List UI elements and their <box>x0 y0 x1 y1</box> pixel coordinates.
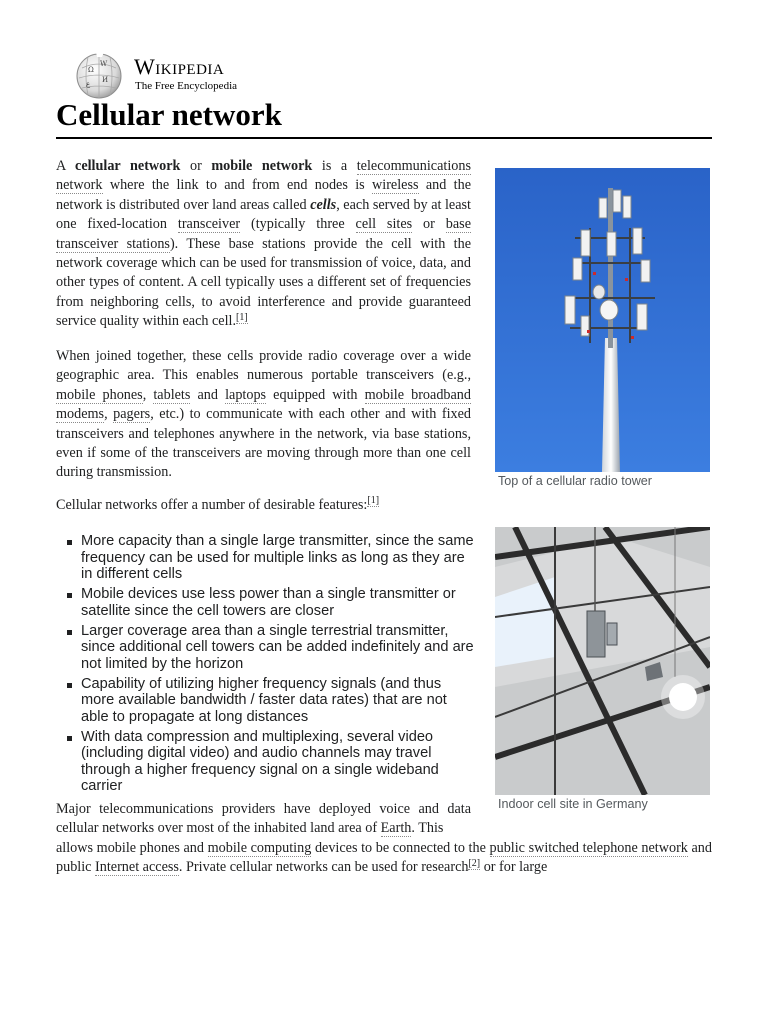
intro-text-7: (typically three <box>240 216 356 233</box>
wikipedia-globe-icon <box>74 52 124 100</box>
paragraph-features-intro <box>56 496 471 515</box>
figure-caption-tower: Top of a cellular radio tower <box>498 474 653 488</box>
reference-1-link[interactable]: [1] <box>236 311 248 323</box>
p4-text-4: and public <box>56 840 712 876</box>
list-item: With data compression and multiplexing, several video (including digital video) and audio channels may travel through a higher frequency signal on a single wideband carrier <box>56 729 474 795</box>
p2-text-6: , etc.) to communicate with each other and with fixed transceivers and telephones anywhere in the network, via base stations, even if some of the transceivers are moving through more than one cell during transmission. <box>56 406 471 481</box>
reference-2-link[interactable]: [2] <box>468 857 481 869</box>
svg-text:W: W <box>100 60 108 68</box>
paragraph-coverage <box>56 347 471 483</box>
intro-paragraph <box>56 157 471 332</box>
list-item: Capability of utilizing higher frequency signals (and thus more available bandwidth / faster data rates) that are not able to propagate at long distances <box>56 676 474 726</box>
intro-text-6: , each served by at least one fixed-location <box>56 196 471 233</box>
wikipedia-wordmark: Wikipedia <box>134 54 225 79</box>
link-laptops[interactable]: laptops <box>225 386 267 403</box>
list-item: Larger coverage area than a single terrestrial transmitter, since additional cell towers can be added indefinitely and are not limited by the horizon <box>56 623 474 673</box>
svg-text:И: И <box>102 76 109 84</box>
intro-text-8: or <box>412 216 446 233</box>
page-title: Cellular network <box>56 96 712 139</box>
p2-text-2: , <box>142 386 154 403</box>
p2-text-5: , <box>104 406 114 423</box>
p4-text-6: or for large <box>480 859 548 876</box>
link-earth[interactable]: Earth <box>380 820 412 837</box>
link-public-switched-telephone-network[interactable]: public switched telephone network <box>489 840 688 856</box>
link-wireless[interactable]: wireless <box>372 177 419 194</box>
list-item: Mobile devices use less power than a single transmitter or satellite since the cell towers are closer <box>56 586 474 619</box>
features-list <box>56 533 474 798</box>
intro-text-1: A <box>56 158 76 174</box>
paragraph-providers-continued <box>56 839 712 878</box>
term-cellular-network: cellular network <box>75 158 181 174</box>
term-mobile-network: mobile network <box>211 158 313 174</box>
link-mobile-broadband-modems[interactable]: mobile broadband modems <box>56 386 471 423</box>
link-internet-access[interactable]: Internet access <box>95 859 179 876</box>
link-pagers[interactable]: pagers <box>113 406 151 423</box>
term-cells: cells <box>310 196 337 213</box>
svg-text:ع: ع <box>86 80 91 88</box>
link-transceiver[interactable]: transceiver <box>177 216 241 233</box>
p2-text-4: equipped with <box>266 386 365 403</box>
cell-tower-image[interactable] <box>495 168 710 472</box>
features-intro-text: Cellular networks offer a number of desirable features: <box>56 497 368 513</box>
p2-text-1: When joined together, these cells provide radio coverage over a wide geographic area. This enables numerous portable transceivers (e.g., <box>56 348 471 384</box>
p4-text-3: devices to be connected to the <box>311 840 490 856</box>
reference-1-link-2[interactable]: [1] <box>367 495 380 507</box>
indoor-cell-site-image[interactable] <box>495 527 710 795</box>
link-mobile-computing[interactable]: mobile computing <box>207 840 312 856</box>
link-tablets[interactable]: tablets <box>153 386 191 403</box>
intro-text-3: is a <box>312 158 357 174</box>
paragraph-providers <box>56 800 471 839</box>
p4-text-5: . Private cellular networks can be used for research <box>178 859 469 876</box>
svg-text:Ω: Ω <box>88 66 94 74</box>
wikipedia-logo[interactable] <box>74 52 314 102</box>
p4-text-2b: allows mobile phones and <box>56 840 208 856</box>
p4-text-1: Major telecommunications providers have deployed voice and data cellular networks over most of the inhabited land area of <box>56 801 471 837</box>
link-mobile-phones[interactable]: mobile phones <box>56 386 143 403</box>
p4-text-2a: . This <box>411 820 444 837</box>
link-cell-sites[interactable]: cell sites <box>355 216 413 233</box>
link-base-transceiver-stations[interactable]: base transceiver stations <box>56 216 471 252</box>
intro-text-4: where the link to and from end nodes is <box>102 177 373 194</box>
intro-text-5: and the network is distributed over land areas called <box>56 177 471 213</box>
list-item: More capacity than a single large transmitter, since the same frequency can be used for multiple links as long as they are in different cells <box>56 533 474 583</box>
figure-caption-indoor: Indoor cell site in Germany <box>498 797 648 811</box>
intro-text-2: or <box>180 158 212 174</box>
link-telecommunications-network[interactable]: telecommunications network <box>56 158 471 194</box>
wikipedia-tagline: The Free Encyclopedia <box>135 80 238 92</box>
p2-text-3: and <box>190 386 226 403</box>
intro-text-9: ). These base stations provide the cell with the network coverage which can be used for transmission of voice, data, and other types of content. A cell typically uses a different set of frequencies from neighboring cells, to avoid interference and provide guaranteed service quality within each cell. <box>56 235 471 330</box>
